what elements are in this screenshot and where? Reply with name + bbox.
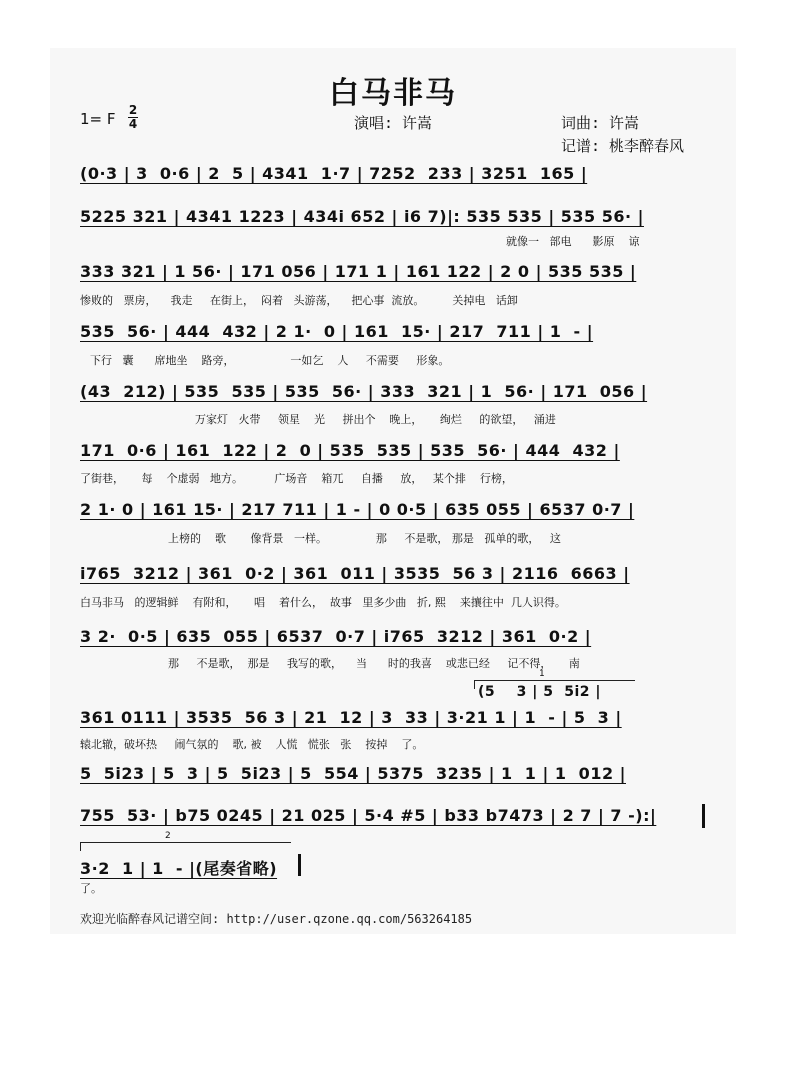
volta-1-notes: (5 3 | 5 5i2 |: [478, 684, 601, 700]
repeat-end-barline: [702, 804, 705, 828]
meter-top: 2: [128, 103, 138, 117]
score-line-12-notes: 755 53· | b75 0245 | 21 025 | 5·4 #5 | b33 b7473 | 2 7 | 7 -):|: [80, 806, 657, 825]
score-line-9-notes: 3 2· 0·5 | 635 055 | 6537 0·7 | i765 3212 | 361 0·2 |: [80, 627, 592, 646]
time-signature: [128, 104, 138, 131]
score-line-13-notes: 3·2 1 | 1 - |(尾奏省略): [80, 859, 278, 878]
score-line-4-lyrics: 下行 囊 席地坐 路旁， 一如乞 人 不需要 形象。: [90, 354, 450, 367]
score-line-7-lyrics: 上榜的 歌 像背景 一样。 那 不是歌， 那是 孤单的歌， 这: [168, 532, 561, 545]
score-line-6-notes: 171 0·6 | 161 122 | 2 0 | 535 535 | 535 56· | 444 432 |: [80, 441, 620, 460]
score-line-3-lyrics: 惨败的 票房， 我走 在街上， 闷着 头游荡， 把心事 流放。 关掉电 话卸: [80, 294, 518, 307]
score-line-5-notes: (43 212) | 535 535 | 535 56· | 333 321 | 1 56· | 171 056 |: [80, 382, 648, 401]
score-line-10-notes: 361 0111 | 3535 56 3 | 21 12 | 3 33 | 3·21 1 | 1 - | 5 3 |: [80, 708, 622, 727]
volta-1-number: 1: [539, 669, 545, 679]
score-line-5-lyrics: 万家灯 火带 领星 光 拼出个 晚上， 绚烂 的欲望， 涌进: [195, 413, 556, 426]
volta-2-number: 2: [165, 831, 171, 841]
meter-bottom: 4: [128, 117, 138, 131]
transcriber-credit: 记谱: 桃李醉春风: [561, 137, 685, 155]
score-line-10-lyrics: 辕北辙，破坏热 闹气氛的 歌, 被 人慌 慌张 张 按掉 了。: [80, 738, 424, 751]
volta-2-bracket: [80, 831, 291, 851]
key-signature: 1= F: [80, 110, 116, 128]
score-line-11-notes: 5 5i23 | 5 3 | 5 5i23 | 5 554 | 5375 3235 | 1 1 | 1 012 |: [80, 764, 626, 783]
composer-credit: 词曲: 许嵩: [561, 114, 640, 132]
score-line-4-notes: 535 56· | 444 432 | 2 1· 0 | 161 15· | 217 711 | 1 - |: [80, 322, 594, 341]
singer-credit: 演唱: 许嵩: [354, 114, 433, 132]
score-line-8-notes: i765 3212 | 361 0·2 | 361 011 | 3535 56 3 | 2116 6663 |: [80, 564, 630, 583]
score-line-7-notes: 2 1· 0 | 161 15· | 217 711 | 1 - | 0 0·5 | 635 055 | 6537 0·7 |: [80, 500, 635, 519]
score-line-1-notes: (0·3 | 3 0·6 | 2 5 | 4341 1·7 | 7252 233 | 3251 165 |: [80, 164, 588, 183]
footer-link-text: 欢迎光临醉春风记谱空间: http://user.qzone.qq.com/563264185: [80, 912, 473, 926]
score-line-8-lyrics: 白马非马 的逻辑鲜 有附和， 唱 着什么， 故事 里多少曲 折, 熙 来攘往中 几人识得。: [80, 596, 566, 609]
final-barline: [298, 854, 301, 876]
score-line-2-lyrics: 就像一 部电 影原 谅: [506, 235, 640, 248]
page-title: 白马非马: [329, 76, 457, 111]
score-line-2-notes: 5225 321 | 4341 1223 | 434i 652 | i6 7)|: 535 535 | 535 56· |: [80, 207, 644, 226]
score-line-9-lyrics: 那 不是歌， 那是 我写的歌， 当 时的我喜 或悲已经 记不得， 南: [168, 657, 580, 670]
score-line-13-lyrics: 了。: [80, 882, 102, 895]
score-line-6-lyrics: 了街巷， 每 个虚弱 地方。 广场音 箱兀 自播 放， 某个排 行榜，: [80, 472, 513, 485]
score-line-3-notes: 333 321 | 1 56· | 171 056 | 171 1 | 161 122 | 2 0 | 535 535 |: [80, 262, 637, 281]
